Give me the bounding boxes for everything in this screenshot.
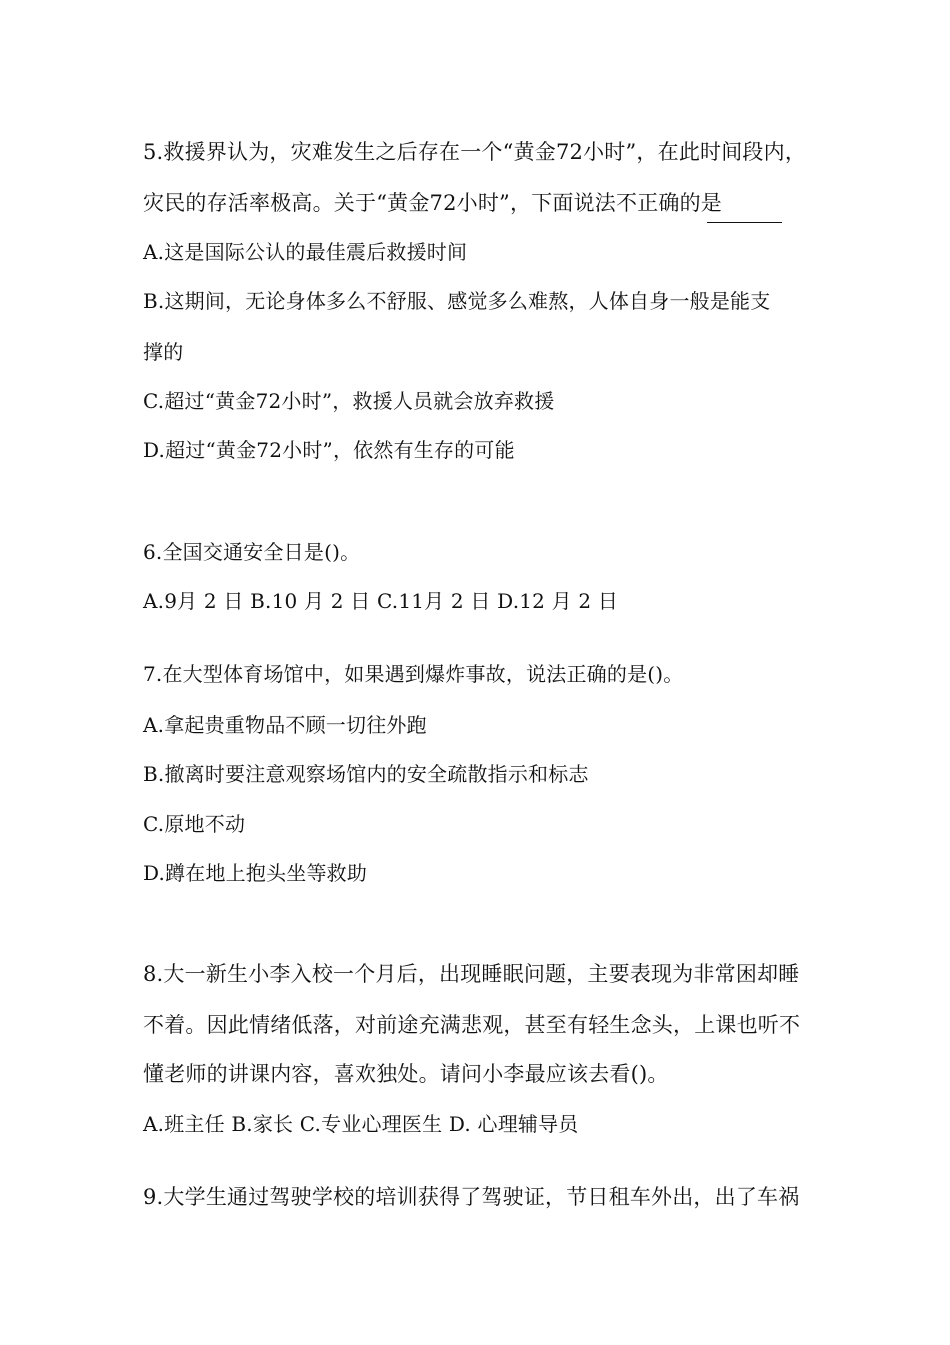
question-6-stem: 6.全国交通安全日是()。 <box>143 540 361 564</box>
question-7-option-a: A.拿起贵重物品不顾一切往外跑 <box>143 713 427 737</box>
question-8-stem-line-1: 8.大一新生小李入校一个月后，出现睡眠问题，主要表现为非常困却睡 <box>143 962 800 986</box>
question-5-stem-line-1: 5.救援界认为，灾难发生之后存在一个“黄金72小时”，在此时间段内， <box>143 140 807 164</box>
question-6-options: A.9月 2 日 B.10 月 2 日 C.11月 2 日 D.12 月 2 日 <box>143 589 619 613</box>
question-8-options: A.班主任 B.家长 C.专业心理医生 D. 心理辅导员 <box>143 1112 579 1136</box>
question-8-stem-line-3: 懂老师的讲课内容，喜欢独处。请问小李最应该去看()。 <box>143 1062 669 1086</box>
question-5-option-b: B.这期间，无论身体多么不舒服、感觉多么难熬，人体自身一般是能支 <box>143 289 771 313</box>
question-5-option-d: D.超过“黄金72小时”，依然有生存的可能 <box>143 438 515 462</box>
question-9-stem-line-1: 9.大学生通过驾驶学校的培训获得了驾驶证，节日租车外出，出了车祸 <box>143 1185 800 1209</box>
answer-blank-line <box>707 222 782 223</box>
question-7-option-d: D.蹲在地上抱头坐等救助 <box>143 861 368 885</box>
question-7-option-c: C.原地不动 <box>143 812 246 836</box>
question-5-stem-line-2: 灾民的存活率极高。关于“黄金72小时”，下面说法不正确的是 <box>143 191 722 215</box>
question-5-option-c: C.超过“黄金72小时”，救援人员就会放弃救援 <box>143 389 555 413</box>
question-7-stem: 7.在大型体育场馆中，如果遇到爆炸事故，说法正确的是()。 <box>143 662 684 686</box>
question-7-option-b: B.撤离时要注意观察场馆内的安全疏散指示和标志 <box>143 762 589 786</box>
question-5-option-a: A.这是国际公认的最佳震后救援时间 <box>143 240 468 264</box>
question-5-option-b-continued: 撑的 <box>143 340 184 364</box>
question-8-stem-line-2: 不着。因此情绪低落，对前途充满悲观，甚至有轻生念头，上课也听不 <box>143 1013 801 1037</box>
